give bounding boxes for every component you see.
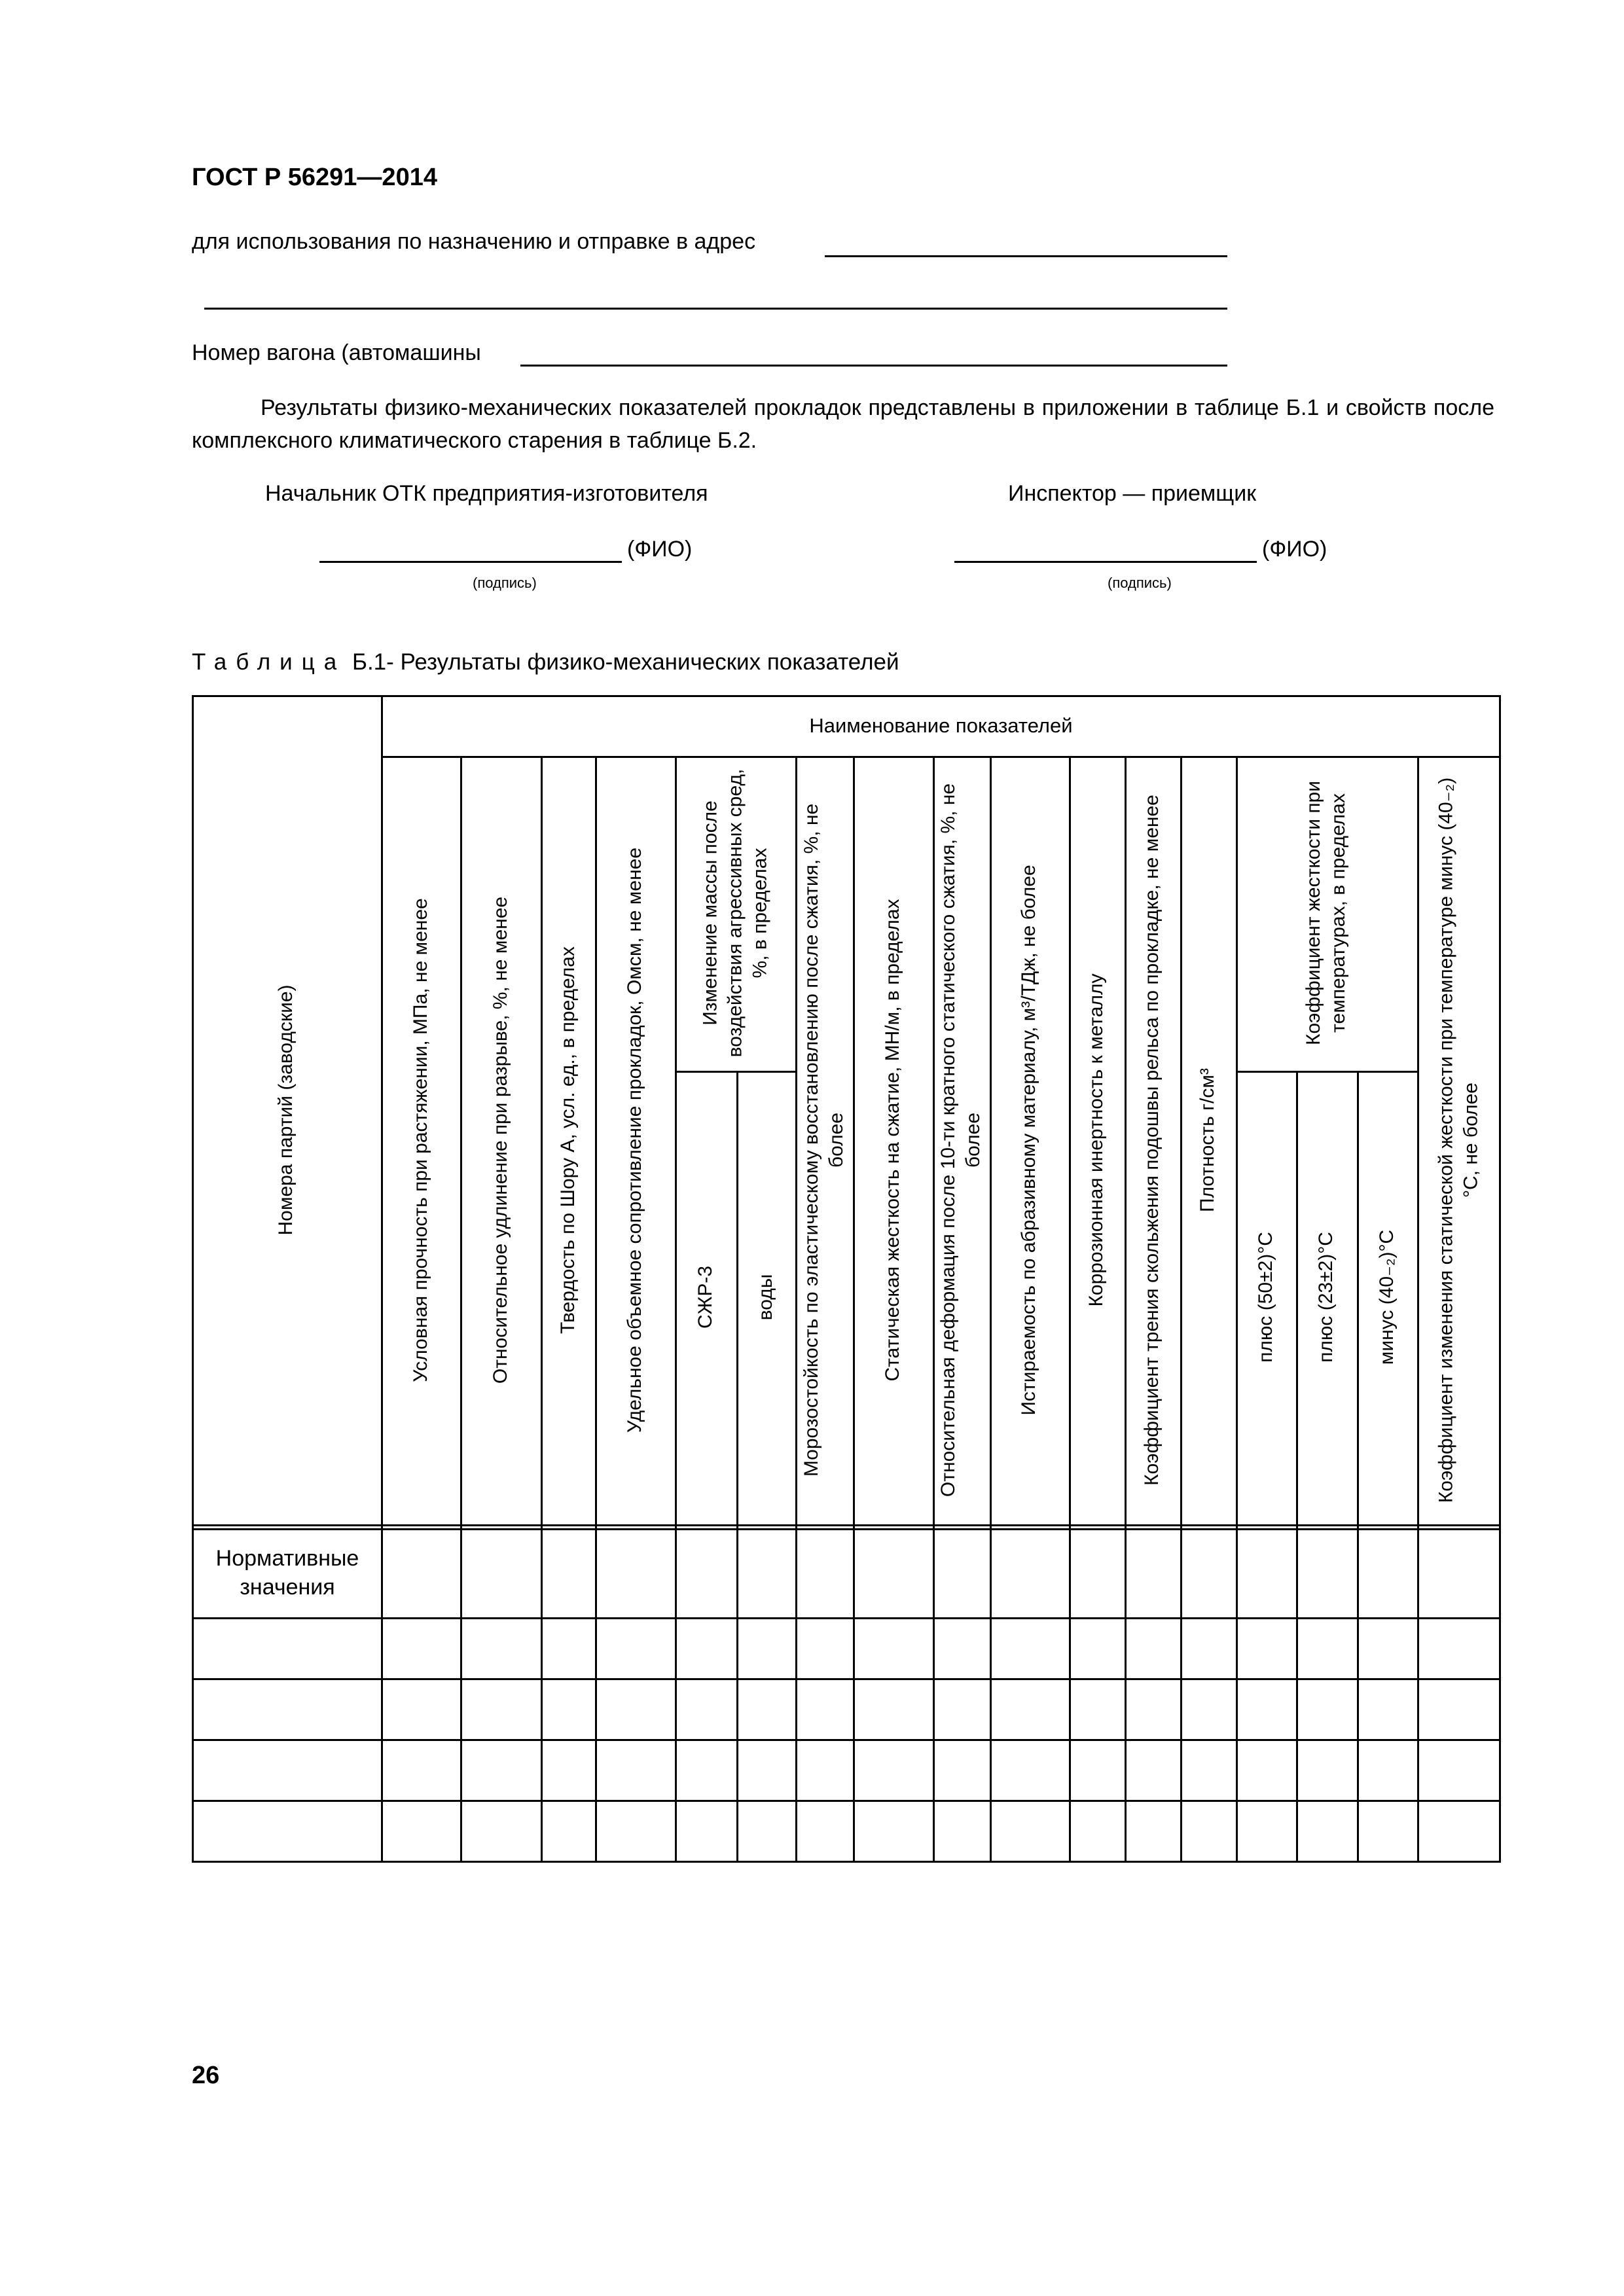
batch-number-header: Номера партий (заводские) — [275, 984, 297, 1236]
col-temp-minus40: минус (40₋₂)°С — [1376, 1229, 1398, 1365]
indicators-header-divider — [381, 756, 1501, 758]
col-abrasion: Истираемость по абразивному материалу, м³/ТДж, не более — [1018, 865, 1039, 1416]
usage-line-label: для использования по назначению и отправке в адрес — [192, 229, 756, 254]
col-relative-deformation: Относительная деформация после 10-ти кратного статического сжатия, %, не более — [937, 783, 984, 1498]
col-temp-plus50: плюс (50±2)°С — [1255, 1232, 1276, 1363]
col-shore-hardness: Твердость по Шору А, усл. ед., в пределах — [557, 946, 579, 1334]
col-tensile-strength: Условная прочность при растяжении, МПа, не менее — [410, 898, 431, 1382]
left-fio-label: (ФИО) — [627, 537, 693, 562]
row-divider — [192, 1800, 1501, 1802]
row-divider — [192, 1678, 1501, 1680]
table-border-bottom — [192, 1861, 1501, 1863]
header-bottom-line-2 — [192, 1528, 1501, 1530]
column-divider — [675, 756, 677, 1863]
temp-sub-divider — [1236, 1071, 1419, 1073]
header-bottom-line-1 — [192, 1524, 1501, 1526]
col-density: Плотность г/см³ — [1197, 1067, 1218, 1213]
col-stiffness-temp: Коэффициент жесткости при температурах, в пределах — [1303, 780, 1349, 1046]
page-number: 26 — [192, 2062, 220, 2089]
col-corrosion-inertness: Коррозионная инертность к металлу — [1085, 973, 1107, 1307]
column-divider — [1417, 756, 1419, 1863]
results-paragraph: Результаты физико-механических показателей прокладок представлены в приложении в таблице Б.1 и свойств после комплексного климатического старения в таблице Б.2. — [192, 395, 1494, 453]
row-divider — [192, 1617, 1501, 1619]
standard-code: ГОСТ Р 56291—2014 — [192, 164, 437, 191]
table-border-right — [1499, 695, 1501, 1863]
normative-values-label: Нормативные значения — [215, 1546, 359, 1600]
column-divider — [460, 756, 462, 1863]
col-temp-plus23: плюс (23±2)°С — [1315, 1232, 1337, 1363]
table-caption-word: Таблица — [192, 649, 346, 675]
col-elongation: Относительное удлинение при разрыве, %, не менее — [490, 896, 511, 1384]
col-frost-resistance: Морозостойкость по эластическому восстановлению после сжатия, %, не более — [801, 803, 847, 1477]
col-mass-water: воды — [755, 1274, 776, 1321]
row-divider — [192, 1739, 1501, 1741]
address-field[interactable] — [825, 255, 1227, 257]
indicators-header: Наименование показателей — [809, 713, 1073, 737]
right-fio-label: (ФИО) — [1262, 537, 1327, 562]
wagon-number-field[interactable] — [520, 365, 1227, 367]
right-signatory-title: Инспектор — приемщик — [1008, 481, 1257, 506]
left-signature-hint: (подпись) — [473, 575, 537, 591]
col-mass-szhr3: СЖР-3 — [695, 1265, 716, 1329]
table-caption-title: Б.1- Результаты физико-механических показателей — [352, 649, 899, 675]
right-signature-field[interactable] — [954, 561, 1257, 563]
right-signature-hint: (подпись) — [1108, 575, 1172, 591]
column-divider — [541, 756, 543, 1863]
table-border-left — [192, 695, 194, 1863]
left-signature-field[interactable] — [319, 561, 622, 563]
column-divider — [990, 756, 992, 1863]
column-divider — [853, 756, 855, 1863]
col-friction-coefficient: Коэффициент трения скольжения подошвы рельса по прокладке, не менее — [1141, 795, 1163, 1486]
col-volume-resistance: Удельное объемное сопротивление прокладок, Омсм, не менее — [624, 847, 645, 1433]
column-divider — [381, 695, 383, 1863]
left-signatory-title: Начальник ОТК предприятия-изготовителя — [265, 481, 708, 506]
col-stiffness-change: Коэффициент изменения статической жесткости при температуре минус (40₋₂) °С, не более — [1435, 777, 1481, 1503]
column-divider — [595, 756, 597, 1863]
col-mass-change: Изменение массы после воздействия агрессивных сред, %, в пределах — [699, 768, 770, 1058]
col-static-stiffness: Статическая жесткость на сжатие, МН/м, в пределах — [882, 899, 903, 1382]
address-field-continued[interactable] — [204, 308, 1227, 310]
wagon-line-label: Номер вагона (автомашины — [192, 340, 481, 365]
table-caption — [192, 649, 899, 675]
mass-sub-divider — [675, 1071, 795, 1073]
